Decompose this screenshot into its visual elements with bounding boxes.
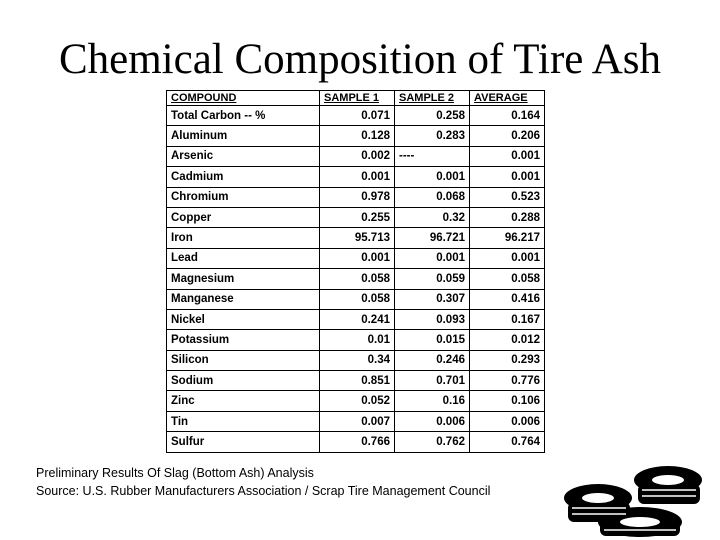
table-row	[167, 146, 545, 166]
cell-sample-2: 0.068	[395, 187, 470, 207]
slide-title: Chemical Composition of Tire Ash	[58, 36, 662, 83]
table-row	[167, 228, 545, 248]
table-header-row	[167, 91, 545, 106]
cell-compound: Copper	[167, 207, 320, 227]
cell-sample-2: 0.093	[395, 309, 470, 329]
cell-sample-1: 0.071	[320, 106, 395, 126]
cell-sample-1: 0.255	[320, 207, 395, 227]
cell-sample-1: 0.851	[320, 371, 395, 391]
table-row	[167, 269, 545, 289]
cell-sample-2: 0.701	[395, 371, 470, 391]
table-row	[167, 289, 545, 309]
cell-compound: Magnesium	[167, 269, 320, 289]
cell-average: 0.523	[470, 187, 545, 207]
cell-average: 0.012	[470, 330, 545, 350]
cell-sample-1: 0.058	[320, 289, 395, 309]
cell-sample-2: 0.001	[395, 248, 470, 268]
cell-sample-2: ----	[395, 146, 470, 166]
table-body	[167, 106, 545, 453]
table-row	[167, 309, 545, 329]
cell-sample-1: 0.766	[320, 432, 395, 452]
table-row	[167, 207, 545, 227]
cell-compound: Tin	[167, 411, 320, 431]
cell-compound: Total Carbon -- %	[167, 106, 320, 126]
cell-average: 96.217	[470, 228, 545, 248]
cell-average: 0.058	[470, 269, 545, 289]
cell-compound: Manganese	[167, 289, 320, 309]
cell-sample-1: 0.241	[320, 309, 395, 329]
footer-line-source: Source: U.S. Rubber Manufacturers Association / Scrap Tire Management Council	[36, 484, 491, 498]
cell-compound: Nickel	[167, 309, 320, 329]
table-row	[167, 167, 545, 187]
tire-stack-icon	[560, 452, 720, 540]
cell-compound: Lead	[167, 248, 320, 268]
cell-average: 0.006	[470, 411, 545, 431]
cell-average: 0.001	[470, 146, 545, 166]
table-row	[167, 371, 545, 391]
composition-table	[166, 90, 545, 453]
cell-compound: Iron	[167, 228, 320, 248]
cell-sample-1: 0.001	[320, 167, 395, 187]
table-row	[167, 106, 545, 126]
cell-sample-2: 0.015	[395, 330, 470, 350]
cell-sample-2: 0.32	[395, 207, 470, 227]
cell-average: 0.293	[470, 350, 545, 370]
cell-compound: Aluminum	[167, 126, 320, 146]
cell-sample-2: 0.059	[395, 269, 470, 289]
cell-average: 0.776	[470, 371, 545, 391]
cell-sample-1: 0.007	[320, 411, 395, 431]
table-row	[167, 126, 545, 146]
cell-sample-1: 0.978	[320, 187, 395, 207]
cell-average: 0.106	[470, 391, 545, 411]
cell-sample-2: 0.006	[395, 411, 470, 431]
cell-sample-2: 0.246	[395, 350, 470, 370]
cell-compound: Silicon	[167, 350, 320, 370]
cell-compound: Potassium	[167, 330, 320, 350]
table-row	[167, 187, 545, 207]
table-row	[167, 248, 545, 268]
cell-compound: Sulfur	[167, 432, 320, 452]
cell-sample-2: 0.16	[395, 391, 470, 411]
cell-compound: Sodium	[167, 371, 320, 391]
table-row	[167, 411, 545, 431]
cell-sample-1: 0.052	[320, 391, 395, 411]
cell-average: 0.764	[470, 432, 545, 452]
cell-sample-1: 0.128	[320, 126, 395, 146]
table-row	[167, 391, 545, 411]
cell-average: 0.001	[470, 248, 545, 268]
cell-average: 0.288	[470, 207, 545, 227]
header-average: AVERAGE	[470, 91, 545, 106]
header-sample-2: SAMPLE 2	[395, 91, 470, 106]
cell-average: 0.164	[470, 106, 545, 126]
cell-sample-2: 0.762	[395, 432, 470, 452]
cell-sample-2: 0.001	[395, 167, 470, 187]
cell-sample-1: 95.713	[320, 228, 395, 248]
table-row	[167, 330, 545, 350]
table-row	[167, 432, 545, 452]
header-sample-1: SAMPLE 1	[320, 91, 395, 106]
cell-sample-2: 96.721	[395, 228, 470, 248]
cell-average: 0.167	[470, 309, 545, 329]
footer-line-analysis: Preliminary Results Of Slag (Bottom Ash) Analysis	[36, 466, 314, 480]
cell-sample-2: 0.283	[395, 126, 470, 146]
cell-average: 0.206	[470, 126, 545, 146]
cell-sample-1: 0.001	[320, 248, 395, 268]
cell-compound: Cadmium	[167, 167, 320, 187]
cell-compound: Zinc	[167, 391, 320, 411]
table-row	[167, 350, 545, 370]
cell-average: 0.416	[470, 289, 545, 309]
cell-sample-1: 0.01	[320, 330, 395, 350]
cell-compound: Arsenic	[167, 146, 320, 166]
cell-sample-2: 0.307	[395, 289, 470, 309]
cell-average: 0.001	[470, 167, 545, 187]
cell-sample-1: 0.34	[320, 350, 395, 370]
cell-sample-1: 0.058	[320, 269, 395, 289]
cell-sample-2: 0.258	[395, 106, 470, 126]
footer-notes	[36, 464, 490, 500]
header-compound: COMPOUND	[167, 91, 320, 106]
cell-compound: Chromium	[167, 187, 320, 207]
cell-sample-1: 0.002	[320, 146, 395, 166]
